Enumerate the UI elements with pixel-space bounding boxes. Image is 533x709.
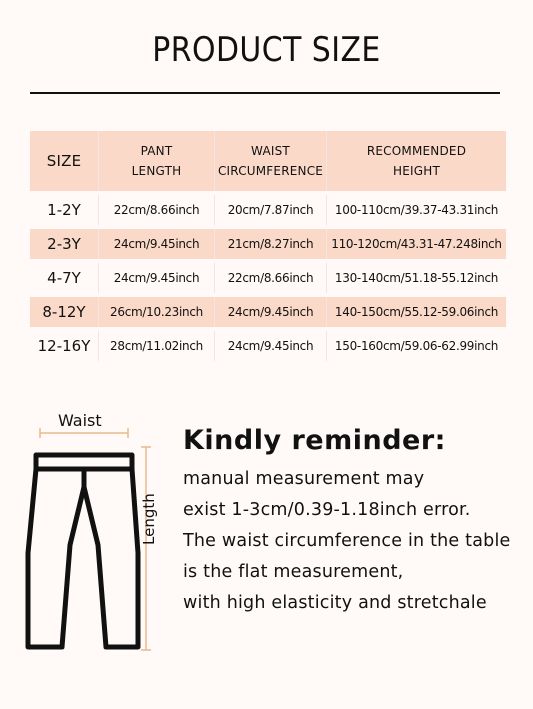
title-divider	[30, 92, 500, 94]
shorts-outline	[28, 455, 138, 647]
reminder-line: exist 1-3cm/0.39-1.18inch error.	[183, 500, 471, 520]
length-label: Length	[140, 493, 158, 545]
header-size: SIZE	[30, 131, 98, 191]
size-chart-table	[30, 127, 506, 365]
height-cell: 150-160cm/59.06-62.99inch	[326, 331, 506, 361]
length-measure-line	[141, 447, 151, 650]
reminder-line: manual measurement may	[183, 469, 425, 489]
size-cell: 8-12Y	[30, 297, 98, 327]
header-recommended-height: RECOMMENDED HEIGHT	[326, 131, 506, 191]
size-cell: 2-3Y	[30, 229, 98, 259]
table-header-row	[30, 131, 506, 191]
pant-length-cell: 24cm/9.45inch	[98, 263, 214, 293]
waist-cell: 22cm/8.66inch	[214, 263, 326, 293]
pant-length-cell: 22cm/8.66inch	[98, 195, 214, 225]
height-cell: 110-120cm/43.31-47.248inch	[326, 229, 506, 259]
reminder-title: Kindly reminder:	[183, 425, 446, 456]
table-row	[30, 331, 506, 361]
reminder-note	[183, 425, 528, 619]
waist-cell: 21cm/8.27inch	[214, 229, 326, 259]
header-pant-length: PANT LENGTH	[98, 131, 214, 191]
waist-cell: 24cm/9.45inch	[214, 297, 326, 327]
pant-length-cell: 24cm/9.45inch	[98, 229, 214, 259]
header-waist-circumference: WAIST CIRCUMFERENCE	[214, 131, 326, 191]
page-title: PRODUCT SIZE	[152, 30, 381, 70]
shorts-measurement-diagram	[20, 405, 170, 665]
size-cell: 1-2Y	[47, 201, 81, 219]
waist-label: Waist	[58, 411, 102, 430]
height-cell: 130-140cm/51.18-55.12inch	[326, 263, 506, 293]
height-cell: 140-150cm/55.12-59.06inch	[326, 297, 506, 327]
waist-cell: 24cm/9.45inch	[214, 331, 326, 361]
reminder-line: with high elasticity and stretchale	[183, 593, 487, 613]
pant-length-cell: 28cm/11.02inch	[98, 331, 214, 361]
table-row	[30, 229, 506, 259]
table-row	[30, 195, 506, 225]
height-cell: 100-110cm/39.37-43.31inch	[326, 195, 506, 225]
waist-cell: 20cm/7.87inch	[214, 195, 326, 225]
table-row	[30, 297, 506, 327]
pant-length-cell: 26cm/10.23inch	[98, 297, 214, 327]
size-cell: 4-7Y	[47, 269, 81, 287]
table-row	[30, 263, 506, 293]
reminder-line: is the flat measurement,	[183, 562, 404, 582]
size-cell: 12-16Y	[37, 337, 91, 355]
reminder-line: The waist circumference in the table	[183, 531, 511, 551]
